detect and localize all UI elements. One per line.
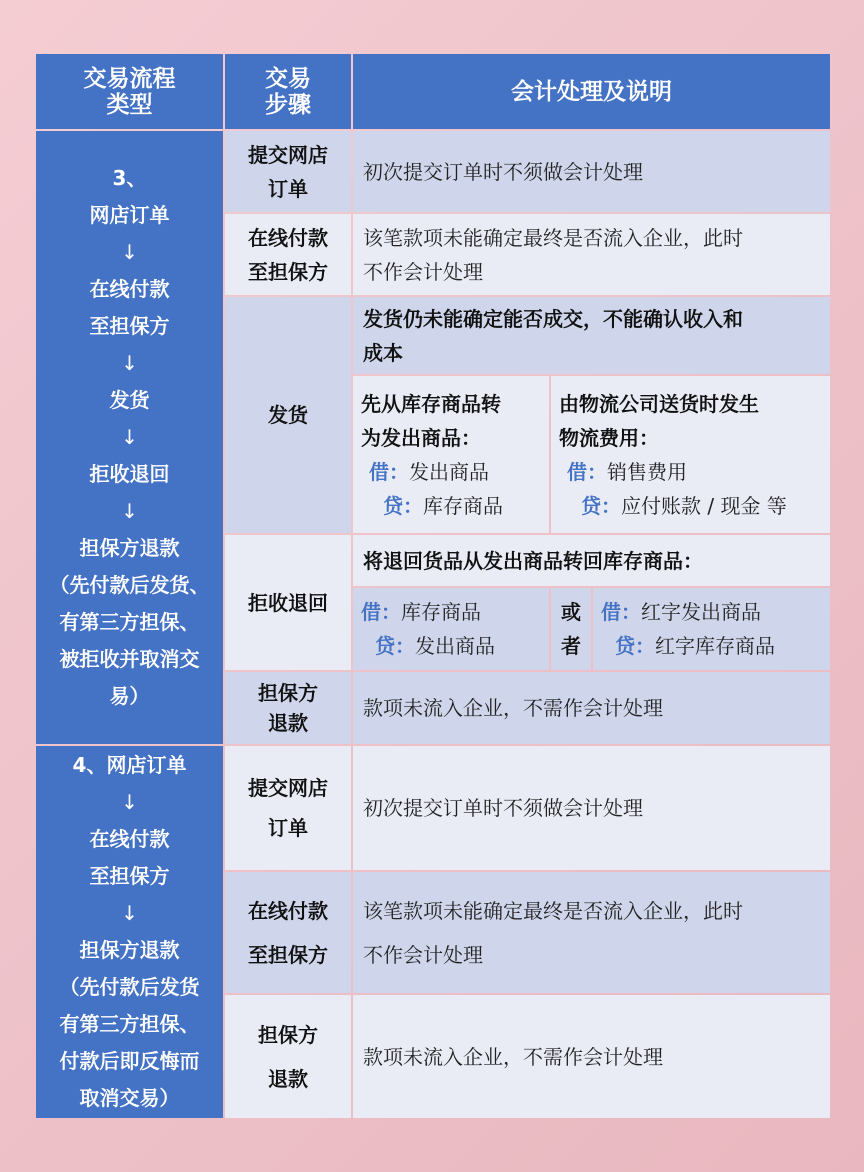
s3-reject-note [353, 535, 830, 586]
s3-reject-right-debit [601, 595, 761, 629]
credit-account: 发出商品 [415, 634, 495, 658]
section3-flow-line: 易） [109, 684, 150, 708]
s3-pay-step [225, 214, 351, 295]
section3-flow-line: 网店订单 [89, 203, 170, 227]
section3-flow-line: （先付款后发货、 [49, 573, 210, 597]
s4-refund-text-label: 款项未流入企业，不需作会计处理 [363, 1044, 663, 1069]
section3-flow-line: 拒收退回 [89, 462, 170, 486]
s3-reject-left-debit [361, 595, 481, 629]
section3-flow-text [50, 160, 210, 715]
s3-refund-text [353, 672, 830, 744]
header-step [225, 54, 351, 129]
section4-flow-line: （先付款后发货 [59, 975, 200, 999]
s3-ship-step-label: 发货 [268, 403, 308, 427]
header-accounting [353, 54, 830, 129]
section4-flow-line: 担保方退款 [79, 938, 180, 962]
debit-label: 借： [369, 459, 409, 484]
header-flow-type-label: 交易流程 类型 [83, 65, 176, 118]
s3-reject-note-label: 将退回货品从发出商品转回库存商品： [363, 548, 703, 573]
s4-pay-step [225, 872, 351, 993]
s3-reject-left-credit [361, 629, 495, 663]
s3-refund-step [225, 672, 351, 744]
credit-label: 贷： [581, 493, 621, 518]
debit-label: 借： [361, 600, 401, 624]
s3-ship-note [353, 297, 830, 374]
credit-account: 应付账款 / 现金 等 [621, 493, 787, 518]
accounting-table [36, 54, 830, 1118]
section3-flow-line: 担保方退款 [79, 536, 180, 560]
debit-account: 红字发出商品 [641, 600, 761, 624]
s3-pay-text-line1: 该笔款项未能确定最终是否流入企业，此时 [363, 225, 743, 250]
s4-order-text-label: 初次提交订单时不须做会计处理 [363, 796, 643, 820]
section4-flow-cell [36, 746, 223, 1118]
s3-reject-right-entry [593, 588, 830, 670]
header-flow-type [36, 54, 223, 129]
s3-reject-step [225, 535, 351, 670]
s3-reject-or [551, 588, 591, 670]
s3-ship-left-title-2: 为发出商品： [361, 425, 481, 450]
s3-refund-text-label: 款项未流入企业，不需作会计处理 [363, 696, 663, 720]
credit-label: 贷： [383, 493, 423, 518]
s3-order-text [353, 131, 830, 212]
debit-account: 发出商品 [409, 459, 489, 484]
s4-refund-step [225, 995, 351, 1118]
credit-label: 贷： [615, 634, 655, 658]
s4-order-step-label: 提交网店 订单 [248, 776, 328, 840]
s3-refund-step-label: 担保方 退款 [258, 681, 318, 735]
section3-flow-line: 有第三方担保、 [59, 610, 200, 634]
section3-flow-line: 在线付款 [89, 277, 170, 301]
section4-flow-line: 取消交易） [79, 1086, 180, 1110]
s3-pay-text [353, 214, 830, 295]
s4-pay-text-line1: 该笔款项未能确定最终是否流入企业，此时 [363, 898, 743, 923]
s3-ship-left-credit [361, 489, 503, 523]
header-step-label: 交易 步骤 [265, 65, 311, 118]
s3-ship-right-debit [559, 455, 687, 489]
s3-ship-note-line2: 成本 [363, 340, 403, 365]
s3-ship-right-credit [559, 489, 787, 523]
s3-ship-note-line1: 发货仍未能确定能否成交，不能确认收入和 [363, 306, 743, 331]
s3-pay-text-line2: 不作会计处理 [363, 259, 483, 284]
s4-order-text [353, 746, 830, 870]
s3-ship-right-title-1: 由物流公司送货时发生 [559, 391, 759, 416]
s4-refund-step-label: 担保方 退款 [258, 1022, 318, 1091]
header-accounting-label: 会计处理及说明 [511, 78, 672, 105]
s4-pay-step-label: 在线付款 至担保方 [248, 898, 328, 967]
s3-reject-right-credit [601, 629, 775, 663]
s4-pay-text-line2: 不作会计处理 [363, 942, 483, 967]
s3-ship-left-entry [353, 376, 549, 533]
section3-flow-cell [36, 131, 223, 744]
credit-account: 红字库存商品 [655, 634, 775, 658]
section3-flow-arrow-icon: ↓ [121, 425, 138, 449]
section4-flow-arrow-icon: ↓ [121, 901, 138, 925]
s3-pay-step-label: 在线付款 至担保方 [248, 225, 328, 284]
s3-order-step-label: 提交网店 订单 [248, 142, 328, 201]
section4-flow-arrow-icon: ↓ [121, 790, 138, 814]
debit-account: 销售费用 [607, 459, 687, 484]
section3-flow-line: 至担保方 [89, 314, 170, 338]
section3-flow-line: 被拒收并取消交 [59, 647, 200, 671]
s3-reject-or-label: 或 者 [561, 600, 581, 658]
debit-label: 借： [567, 459, 607, 484]
section4-flow-line: 4、网店订单 [72, 753, 187, 777]
s3-reject-step-label: 拒收退回 [248, 590, 328, 615]
s4-refund-text [353, 995, 830, 1118]
debit-label: 借： [601, 600, 641, 624]
s3-ship-left-debit [361, 455, 489, 489]
section4-flow-text [60, 747, 200, 1117]
section3-flow-arrow-icon: ↓ [121, 351, 138, 375]
credit-label: 贷： [375, 634, 415, 658]
s3-reject-left-entry [353, 588, 549, 670]
debit-account: 库存商品 [401, 600, 481, 624]
section3-flow-line: 发货 [109, 388, 150, 412]
s3-ship-right-entry [551, 376, 830, 533]
section4-flow-line: 至担保方 [89, 864, 170, 888]
section4-flow-line: 在线付款 [89, 827, 170, 851]
s3-ship-step [225, 297, 351, 533]
section3-flow-arrow-icon: ↓ [121, 499, 138, 523]
s3-order-text-label: 初次提交订单时不须做会计处理 [363, 159, 643, 184]
s4-pay-text [353, 872, 830, 993]
section3-flow-arrow-icon: ↓ [121, 240, 138, 264]
s4-order-step [225, 746, 351, 870]
section4-flow-line: 有第三方担保、 [59, 1012, 200, 1036]
section3-flow-line: 3、 [112, 166, 147, 190]
s3-ship-left-title-1: 先从库存商品转 [361, 391, 501, 416]
credit-account: 库存商品 [423, 493, 503, 518]
section4-flow-line: 付款后即反悔而 [59, 1049, 200, 1073]
s3-ship-right-title-2: 物流费用： [559, 425, 659, 450]
s3-order-step [225, 131, 351, 212]
